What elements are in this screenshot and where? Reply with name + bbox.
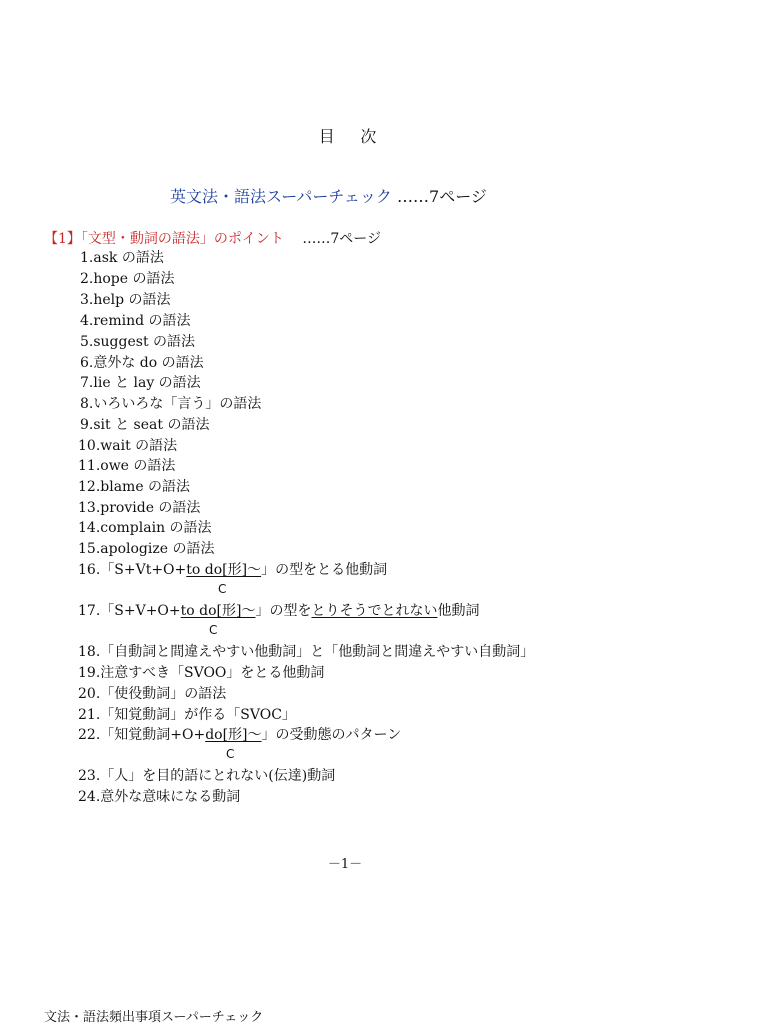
toc-item: 11.owe の語法 xyxy=(78,458,176,474)
toc-item: 7.lie と lay の語法 xyxy=(80,375,201,391)
toc-item: 6.意外な do の語法 xyxy=(80,355,204,371)
footer-title: 文法・語法頻出事項スーパーチェック xyxy=(44,1010,264,1025)
toc-item: 10.wait の語法 xyxy=(78,438,178,454)
toc-item: 3.help の語法 xyxy=(80,292,171,308)
toc-item: 9.sit と seat の語法 xyxy=(80,417,210,433)
toc-heading: 目 次 xyxy=(318,127,382,146)
toc-item: 20.「使役動詞」の語法 xyxy=(78,686,227,702)
toc-item: 2.hope の語法 xyxy=(80,271,175,287)
toc-item: 23.「人」を目的語にとれない(伝達)動詞 xyxy=(78,768,336,784)
underlined-phrase: とりそうでとれない xyxy=(311,603,438,619)
toc-item: 13.provide の語法 xyxy=(78,500,201,516)
item-text: 22.「知覚動詞+O+ xyxy=(78,727,206,743)
toc-item xyxy=(78,726,401,744)
underlined-complement: to do[形]〜 xyxy=(186,562,262,578)
section-label: 【1】「文型・動詞の語法」のポイント xyxy=(44,231,284,247)
book-title: 英文法・語法スーパーチェック xyxy=(170,187,392,206)
toc-item: 14.complain の語法 xyxy=(78,520,212,536)
toc-item: 12.blame の語法 xyxy=(78,479,191,495)
complement-marker: C xyxy=(218,582,227,596)
book-title-page-ref: ……7ページ xyxy=(397,187,487,206)
underlined-complement: do[形]〜 xyxy=(205,727,262,743)
toc-item: 18.「自動詞と間違えやすい他動詞」と「他動詞と間違えやすい自動詞」 xyxy=(78,644,535,660)
toc-item: 4.remind の語法 xyxy=(80,313,191,329)
section-page-ref: ……7ページ xyxy=(302,231,381,247)
item-text-end: 他動詞 xyxy=(437,603,480,619)
item-text-rest: 」の型をとる他動詞 xyxy=(261,562,388,578)
complement-marker: C xyxy=(226,747,235,761)
item-text: 16.「S+Vt+O+ xyxy=(78,562,187,578)
item-text: 17.「S+V+O+ xyxy=(78,603,181,619)
toc-item xyxy=(78,561,387,579)
underlined-complement: to do[形]〜 xyxy=(180,603,256,619)
toc-item xyxy=(78,602,479,620)
toc-item: 15.apologize の語法 xyxy=(78,541,215,557)
toc-item: 1.ask の語法 xyxy=(80,250,164,266)
toc-item: 21.「知覚動詞」が作る「SVOC」 xyxy=(78,707,296,723)
page-number: －1－ xyxy=(327,857,363,872)
complement-marker: C xyxy=(209,623,218,637)
toc-item: 8.いろいろな「言う」の語法 xyxy=(80,396,262,412)
item-text-rest: 」の受動態のパターン xyxy=(261,727,402,743)
item-text-rest: 」の型を xyxy=(255,603,312,619)
toc-item: 5.suggest の語法 xyxy=(80,334,196,350)
toc-item: 24.意外な意味になる動詞 xyxy=(78,789,241,805)
book-title-line xyxy=(170,184,487,207)
toc-item: 19.注意すべき「SVOO」をとる他動詞 xyxy=(78,665,325,681)
section-heading xyxy=(44,228,381,248)
